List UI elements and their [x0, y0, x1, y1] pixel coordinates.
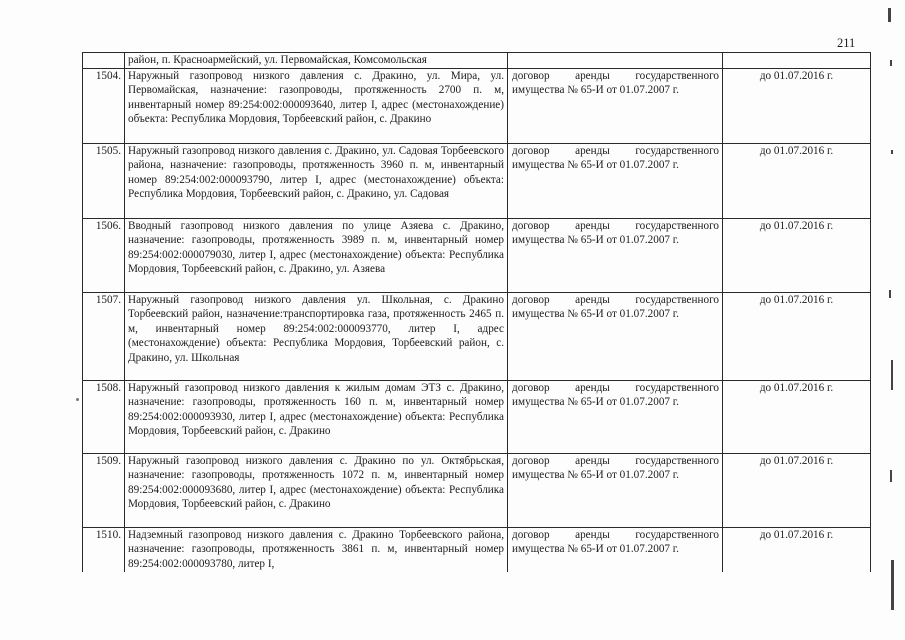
- row-number: 1505.: [83, 144, 125, 219]
- row-term: [723, 53, 871, 69]
- table-body: [83, 53, 871, 573]
- page-number: 211: [837, 36, 856, 50]
- table-row: [83, 144, 871, 219]
- row-description: Наружный газопровод низкого давления с. Дракино, ул. Садовая Торбеевского района, назначение: газопроводы, протяженность 3960 п. м, инвентарный номер 89:254:002:000093790, литер I, адрес (местонахождение) объекта: Республика Мордовия, Торбеевский район, с. Дракино, ул. Садовая: [125, 144, 508, 219]
- row-basis: договор аренды государственного имущества № 65-И от 01.07.2007 г.: [508, 454, 723, 528]
- row-term: до 01.07.2016 г.: [723, 454, 871, 528]
- row-term: до 01.07.2016 г.: [723, 293, 871, 381]
- table-row: [83, 454, 871, 528]
- row-basis: договор аренды государственного имущества № 65-И от 01.07.2007 г.: [508, 528, 723, 573]
- row-description: район, п. Красноармейский, ул. Первомайская, Комсомольская: [125, 53, 508, 69]
- table-row: [83, 69, 871, 144]
- row-basis: [508, 53, 723, 69]
- row-basis: договор аренды государственного имущества № 65-И от 01.07.2007 г.: [508, 219, 723, 293]
- row-description: Наружный газопровод низкого давления с. Дракино, ул. Мира, ул. Первомайская, назначение: газопроводы, протяженность 2700 п. м, инвентарный номер 89:254:002:000093640, литер I, адрес (местонахождение) объекта: Республика Мордовия, Торбеевский район, с. Дракино: [125, 69, 508, 144]
- row-description: Наружный газопровод низкого давления ул. Школьная, с. Дракино Торбеевский район, назначение:транспортировка газа, протяженность 2465 п. м, инвентарный номер 89:254:002:000093770, литер I, адрес (местонахождение) объекта: Республика Мордовия, Торбеевский район, с. Дракино, ул. Школьная: [125, 293, 508, 381]
- row-basis: договор аренды государственного имущества № 65-И от 01.07.2007 г.: [508, 381, 723, 454]
- row-term: до 01.07.2016 г.: [723, 381, 871, 454]
- row-description: Наружный газопровод низкого давления к жилым домам ЭТЗ с. Дракино, назначение: газопроводы, протяженность 160 п. м, инвентарный номер 89:254:002:000093930, литер I, адрес (местонахождение) объекта: Республика Мордовия, Торбеевский район, с. Дракино: [125, 381, 508, 454]
- row-number: 1507.: [83, 293, 125, 381]
- row-description: Наружный газопровод низкого давления с. Дракино по ул. Октябрьская, назначение: газопроводы, протяженность 1072 п. м, инвентарный номер 89:254:002:000093680, литер I, адрес (местонахождение) объекта: Республика Мордовия, Торбеевский район, с. Дракино: [125, 454, 508, 528]
- row-basis: договор аренды государственного имущества № 65-И от 01.07.2007 г.: [508, 69, 723, 144]
- table-row: [83, 219, 871, 293]
- table-row: [83, 53, 871, 69]
- row-number: 1509.: [83, 454, 125, 528]
- row-term: до 01.07.2016 г.: [723, 219, 871, 293]
- row-description: Вводный газопровод низкого давления по улице Азяева с. Дракино, назначение: газопроводы, протяженность 3989 п. м, инвентарный номер 89:254:002:000079030, литер I, адрес (местонахождение) объекта: Республика Мордовия, Торбеевский район, с. Дракино, ул. Азяева: [125, 219, 508, 293]
- row-number: 1510.: [83, 528, 125, 573]
- row-basis: договор аренды государственного имущества № 65-И от 01.07.2007 г.: [508, 144, 723, 219]
- row-term: до 01.07.2016 г.: [723, 69, 871, 144]
- scan-edge-marks: [888, 0, 898, 640]
- table-row: [83, 293, 871, 381]
- row-number: [83, 53, 125, 69]
- table-row: [83, 381, 871, 454]
- table-row: [83, 528, 871, 573]
- property-table: [82, 52, 871, 572]
- row-number: 1504.: [83, 69, 125, 144]
- scan-speck: [76, 398, 79, 401]
- row-number: 1506.: [83, 219, 125, 293]
- row-term: до 01.07.2016 г.: [723, 144, 871, 219]
- row-description: Надземный газопровод низкого давления с. Дракино Торбеевского района, назначение: газопроводы, протяженность 3861 п. м, инвентарный номер 89:254:002:000093780, литер I,: [125, 528, 508, 573]
- row-basis: договор аренды государственного имущества № 65-И от 01.07.2007 г.: [508, 293, 723, 381]
- row-term: до 01.07.2016 г.: [723, 528, 871, 573]
- row-number: 1508.: [83, 381, 125, 454]
